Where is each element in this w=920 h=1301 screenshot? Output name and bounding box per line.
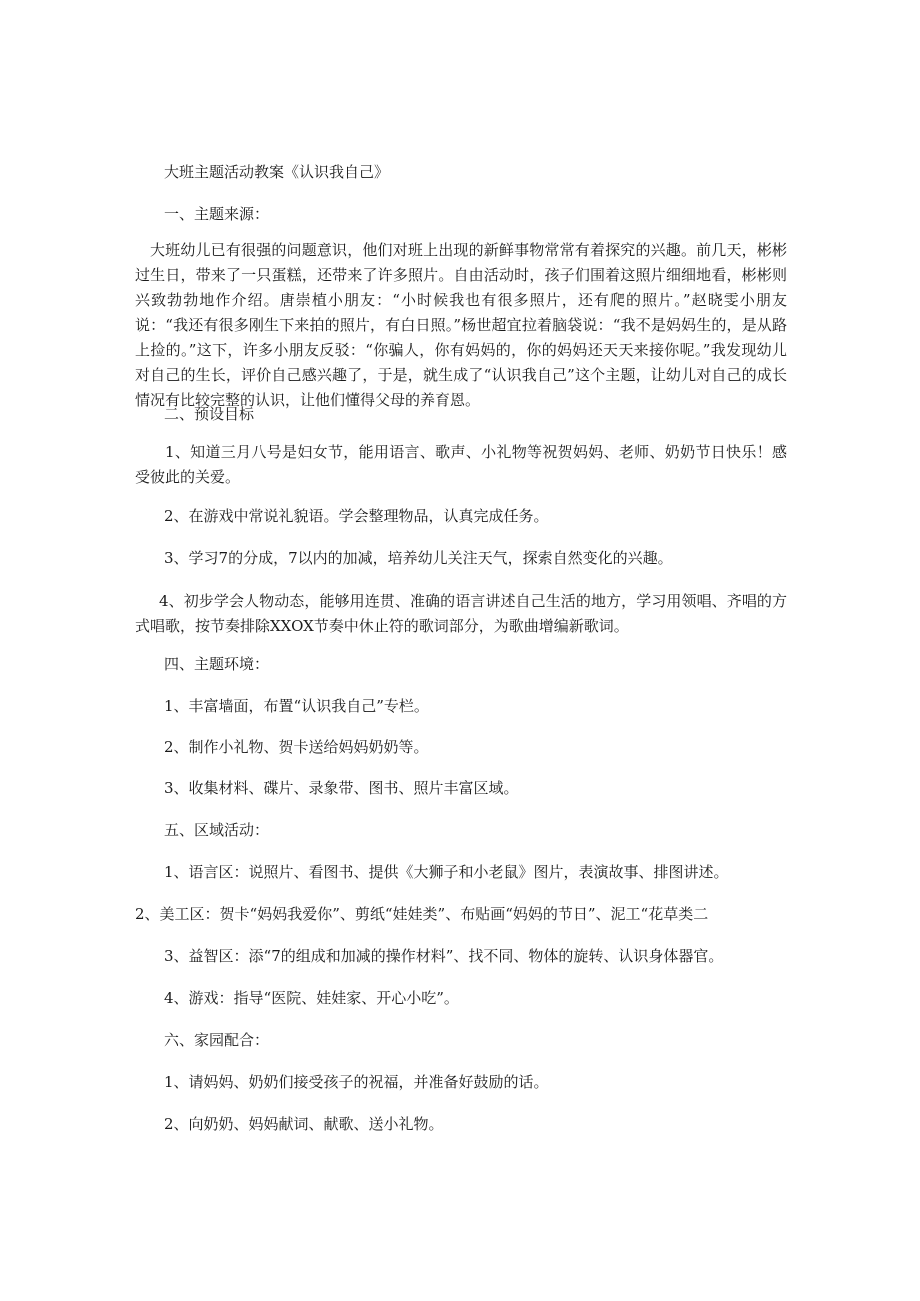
section-heading-areas: 五、区域活动：	[164, 821, 270, 839]
section-body-source: 大班幼儿已有很强的问题意识，他们对班上出现的新鲜事物常常有着探究的兴趣。前几天，彬彬过生日，带来了一只蛋糕，还带来了许多照片。自由活动时，孩子们围着这照片细细地看，彬彬则兴致勃勃地作介绍。唐崇植小朋友：“小时候我也有很多照片，还有爬的照片。”赵晓雯小朋友说：“我还有很多刚生下来拍的照片，有白日照。”杨世超宜拉着脑袋说：“我不是妈妈生的，是从路上捡的。”这下，许多小朋友反驳：“你骗人，你有妈妈的，你的妈妈还天天来接你呢。”我发现幼儿对自己的生长，评价自己感兴趣了，于是，就生成了“认识我自己”这个主题，让幼儿对自己的成长情况有比较完整的认识，让他们懂得父母的养育恩。	[135, 241, 787, 409]
home-item-1: 1、请妈妈、奶奶们接受孩子的祝福，并准备好鼓励的话。	[164, 1073, 549, 1091]
goal-item-2: 2、在游戏中常说礼貌语。学会整理物品，认真完成任务。	[164, 507, 549, 525]
goal-item-1: 1、知道三月八号是妇女节，能用语言、歌声、小礼物等祝贺妈妈、老师、奶奶节日快乐！感受彼此的关爱。	[135, 443, 787, 486]
document-title: 大班主题活动教案《认识我自己》	[164, 163, 390, 181]
environment-item-1: 1、丰富墙面，布置“认识我自己”专栏。	[164, 697, 429, 715]
goal-item-4: 4、初步学会人物动态，能够用连贯、准确的语言讲述自己生活的地方，学习用领唱、齐唱的方式唱歌，按节奏排除XXOX节奏中休止符的歌词部分，为歌曲增编新歌词。	[135, 592, 787, 635]
area-item-3: 3、益智区：添“7的组成和加减的操作材料”、找不同、物体的旋转、认识身体器官。	[164, 947, 724, 965]
section-heading-source: 一、主题来源：	[164, 205, 270, 223]
environment-item-2: 2、制作小礼物、贺卡送给妈妈奶奶等。	[164, 738, 429, 756]
environment-item-3: 3、收集材料、碟片、录象带、图书、照片丰富区域。	[164, 779, 519, 797]
home-item-2: 2、向奶奶、妈妈献词、献歌、送小礼物。	[164, 1115, 444, 1133]
area-item-1: 1、语言区：说照片、看图书、提供《大狮子和小老鼠》图片，表演故事、排图讲述。	[164, 863, 729, 881]
section-heading-environment: 四、主题环境：	[164, 655, 270, 673]
goal-item-3: 3、学习7的分成，7以内的加减，培养幼儿关注天气，探索自然变化的兴趣。	[164, 549, 673, 567]
area-item-2: 2、美工区：贺卡“妈妈我爱你”、剪纸“娃娃类”、布贴画“妈妈的节日”、泥工“花草类二	[135, 905, 709, 923]
section-heading-goals: 二、预设目标	[164, 405, 255, 423]
area-item-4: 4、游戏：指导“医院、娃娃家、开心小吃”。	[164, 989, 459, 1007]
section-heading-home: 六、家园配合：	[164, 1031, 270, 1049]
